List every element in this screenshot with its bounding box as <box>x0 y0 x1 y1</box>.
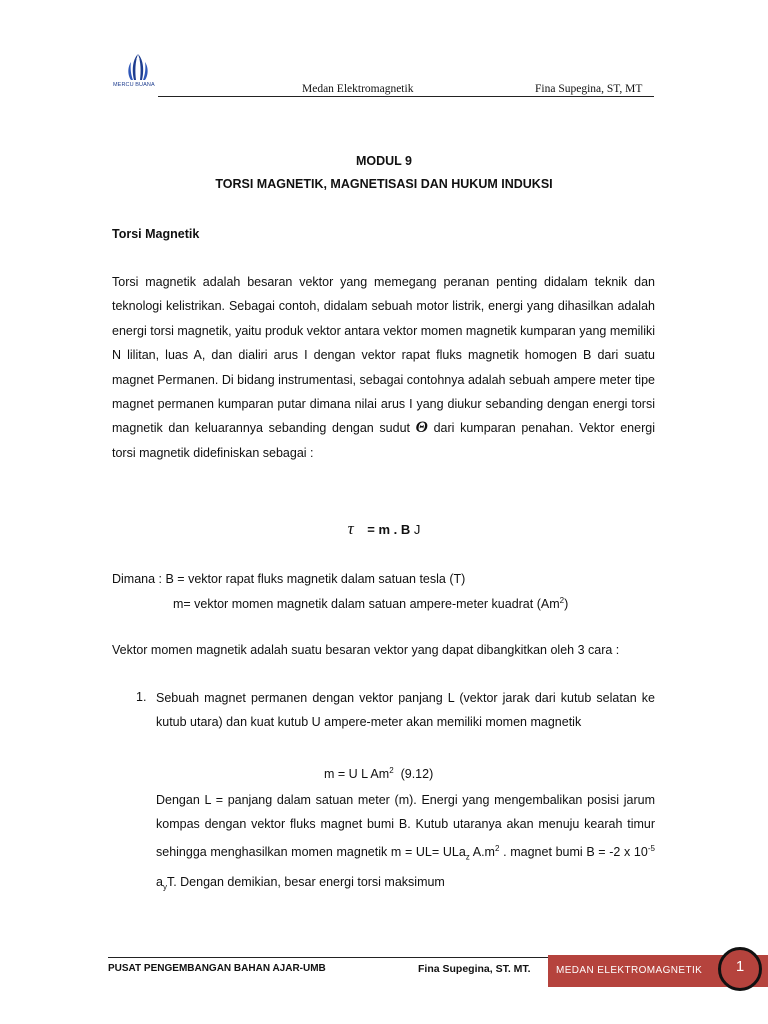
footer-rule <box>108 957 548 958</box>
cont-sub-y: y <box>162 882 167 892</box>
cont-text-d: a <box>156 874 163 889</box>
definition-b: Dimana : B = vektor rapat fluks magnetik dalam satuan tesla (T) <box>112 572 466 586</box>
equation-sup: 2 <box>389 766 394 775</box>
paragraph-intro <box>112 270 655 465</box>
equation-text: m = U L Am <box>324 767 390 782</box>
logo-text: MERCU BUANA <box>113 82 155 88</box>
equation-9-12 <box>324 766 433 781</box>
list-item-1-continued <box>156 788 655 900</box>
header-author: Fina Supegina, ST, MT <box>535 83 643 95</box>
cont-text-c: . magnet bumi B = -2 x 10 <box>503 844 648 859</box>
cont-text-e: T. Dengan demikian, besar energi torsi maksimum <box>166 874 445 889</box>
tau-symbol: τ <box>347 519 354 538</box>
cont-sup-exp: -5 <box>647 843 655 853</box>
cont-text-b: A.m <box>472 844 495 859</box>
header-rule <box>158 96 654 97</box>
page-number: 1 <box>735 958 745 975</box>
definition-m-text: m= vektor momen magnetik dalam satuan ampere-meter kuadrat (Am <box>173 597 560 612</box>
definition-m-sup: 2 <box>559 596 565 605</box>
paragraph-moment: Vektor momen magnetik adalah suatu besaran vektor yang dapat dibangkitkan oleh 3 cara : <box>112 643 620 657</box>
definition-m-end: ) <box>564 597 569 612</box>
cont-text-a: Dengan L = panjang dalam satuan meter (m). Energi yang mengembalikan posisi jarum kompas dengan vektor fluks magnet bumi B. Kutub utaranya akan menuju kearah timur sehingga menghasilkan momen magnetik m = UL= ULa <box>156 793 655 859</box>
paragraph-intro-text-a: Torsi magnetik adalah besaran vektor yang memegang peranan penting didalam teknik dan teknologi kelistrikan. Sebagai contoh, didalam sebuah motor listrik, energi yang dihasilkan adalah energi torsi magnetik, yaitu produk vektor antara vektor momen magnetik kumparan yang memiliki N lilitan, luas A, dan dialiri arus I dengan vektor rapat fluks magnetik homogen B dari suatu magnet Permanen. Di bidang instrumentasi, sebagai contohnya adalah sebuah ampere meter tipe magnet permanen kumparan putar dimana nilai arus I yang diukur sebanding dengan energi torsi magnetik dan keluarannya sebanding dengan sudut <box>112 275 655 436</box>
torque-formula <box>0 519 768 539</box>
definition-m <box>173 596 568 611</box>
module-title: TORSI MAGNETIK, MAGNETISASI DAN HUKUM INDUKSI <box>215 177 553 191</box>
footer-institution: PUSAT PENGEMBANGAN BAHAN AJAR-UMB <box>108 963 326 974</box>
formula-expression: = m . B <box>367 522 411 537</box>
section-heading: Torsi Magnetik <box>112 227 200 241</box>
footer-banner-label: MEDAN ELEKTROMAGNETIK <box>556 965 703 976</box>
module-number: MODUL 9 <box>355 154 413 168</box>
theta-symbol: Θ <box>415 419 428 437</box>
equation-number: (9.12) <box>400 767 434 782</box>
list-number-1: 1. <box>136 690 147 704</box>
header-title: Medan Elektromagnetik <box>302 83 414 95</box>
cont-sub-z: z <box>465 852 470 862</box>
list-item-1: Sebuah magnet permanen dengan vektor panjang L (vektor jarak dari kutub selatan ke kutub utara) dan kuat kutub U ampere-meter akan memiliki momen magnetik <box>156 691 655 730</box>
paragraph-intro-text-b: dari kumparan penahan. Vektor energi torsi magnetik didefiniskan sebagai : <box>112 421 655 460</box>
footer-author: Fina Supegina, ST. MT. <box>418 963 531 975</box>
formula-unit: J <box>413 522 421 537</box>
cont-sup-2: 2 <box>494 843 500 853</box>
